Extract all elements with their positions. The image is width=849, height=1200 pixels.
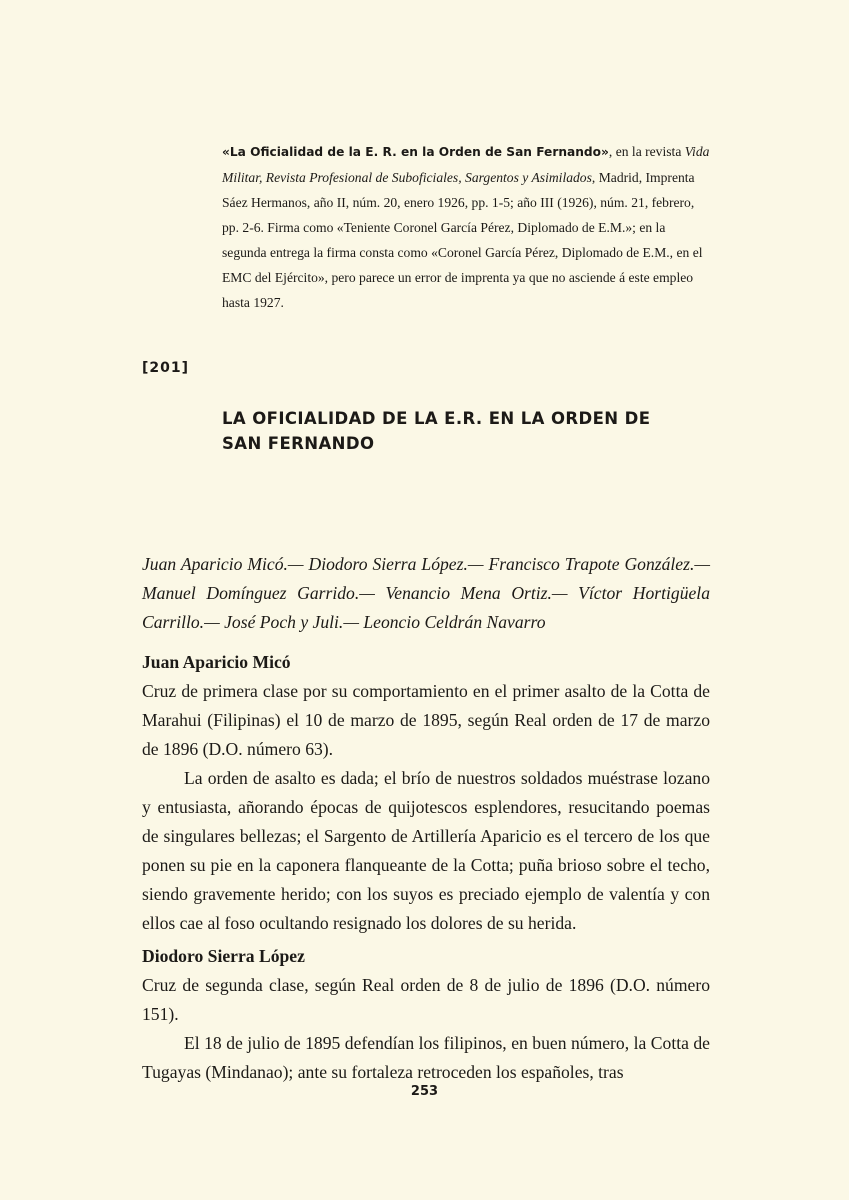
section-cross: Cruz de primera clase por su comportamiento en el primer asalto de la Cotta de Marahui (Filipinas) el 10 de marzo de 1895, según Real orden de 17 de marzo de 1896 (D.O. número 63). <box>142 681 710 759</box>
page-number: 253 <box>410 1084 439 1099</box>
note-text-1: , en la revista <box>608 144 685 159</box>
note-journal: Vida Militar, Revista Profesional de Suboficiales, Sargentos y Asimilados <box>222 144 710 185</box>
section-diodoro-sierra <box>142 942 710 1087</box>
document-number: [201] <box>142 360 190 376</box>
document-heading: LA OFICIALIDAD DE LA E.R. EN LA ORDEN DE SAN FERNANDO <box>222 409 651 453</box>
section-cross: Cruz de segunda clase, según Real orden de 8 de julio de 1896 (D.O. número 151). <box>142 975 710 1024</box>
section-paragraph: El 18 de julio de 1895 defendían los filipinos, en buen número, la Cotta de Tugayas (Mindanao); ante su fortaleza retroceden los españoles, tras <box>142 1033 710 1082</box>
section-name: Juan Aparicio Micó <box>142 652 291 672</box>
section-juan-aparicio <box>142 648 710 938</box>
note-text-2: , Madrid, Imprenta Sáez Hermanos, año II, núm. 20, enero 1926, pp. 1-5; año III (1926), núm. 21, febrero, pp. 2-6. Firma como «Teniente Coronel García Pérez, Diplomado de E.M.»; en la segunda entrega la firma consta como «Coronel García Pérez, Diplomado de E.M., en el EMC del Ejército», pero parece un error de imprenta ya que no asciende á este empleo hasta 1927. <box>222 170 703 310</box>
section-paragraph: La orden de asalto es dada; el brío de nuestros soldados muéstrase lozano y entusiasta, añorando épocas de quijotescos esplendores, resucitando poemas de singulares bellezas; el Sargento de Artillería Aparicio es el tercero de los que ponen su pie en la caponera flanqueante de la Cotta; puña brioso sobre el techo, siendo gravemente herido; con los suyos es preciado ejemplo de valentía y con ellos cae al foso ocultando resignado los dolores de su herida. <box>142 768 710 933</box>
section-name: Diodoro Sierra López <box>142 946 305 966</box>
bibliographic-note <box>222 139 712 315</box>
note-title: «La Oficialidad de la E. R. en la Orden de San Fernando» <box>222 145 609 159</box>
names-list: Juan Aparicio Micó.— Diodoro Sierra López.— Francisco Trapote González.— Manuel Domínguez Garrido.— Venancio Mena Ortiz.— Víctor Hortigüela Carrillo.— José Poch y Juli.— Leoncio Celdrán Navarro <box>142 554 710 632</box>
